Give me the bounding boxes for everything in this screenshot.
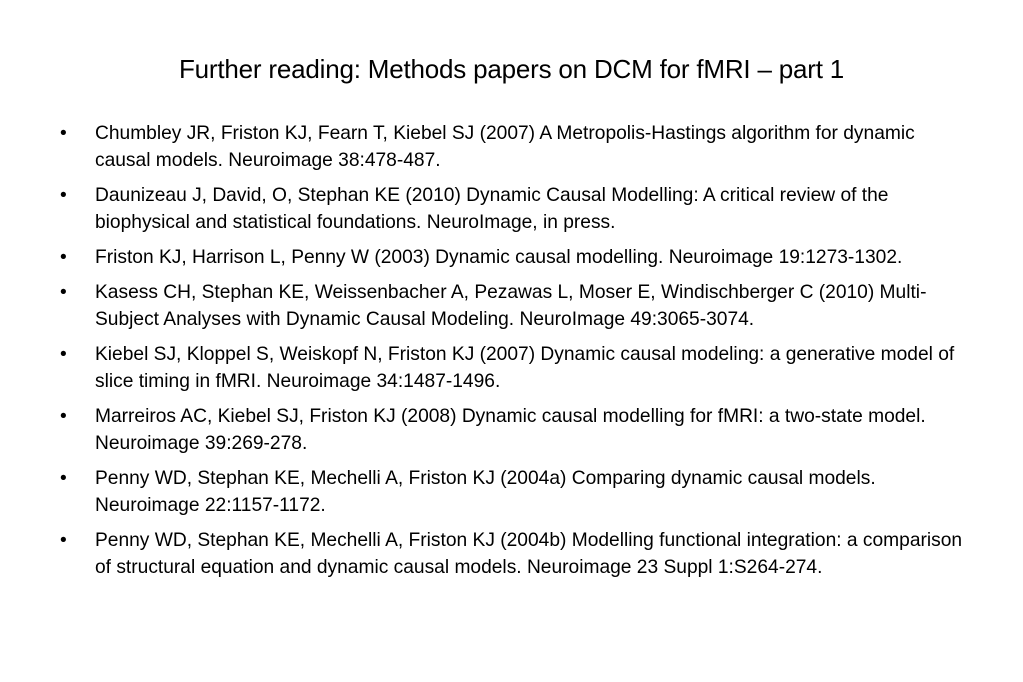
reference-item: [60, 527, 965, 581]
reference-text: Penny WD, Stephan KE, Mechelli A, Friston KJ (2004a) Comparing dynamic causal models. Neuroimage 22:1157-1172.: [95, 468, 876, 516]
reference-text: Penny WD, Stephan KE, Mechelli A, Friston KJ (2004b) Modelling functional integration: a comparison of structural equation and dynamic causal models. Neuroimage 23 Suppl 1:S264-274.: [95, 530, 963, 578]
reference-item: [60, 341, 965, 395]
bullet-icon: •: [60, 185, 67, 206]
bullet-icon: •: [60, 530, 67, 551]
reference-item: [60, 244, 965, 271]
bullet-icon: •: [60, 247, 67, 268]
bullet-icon: •: [60, 344, 67, 365]
reference-item: [60, 465, 965, 519]
reference-item: [60, 182, 965, 236]
bullet-icon: •: [60, 406, 67, 427]
bullet-icon: •: [60, 123, 67, 144]
reference-text: Daunizeau J, David, O, Stephan KE (2010) Dynamic Causal Modelling: A critical review of the biophysical and statistical foundations. NeuroImage, in press.: [95, 185, 889, 233]
bullet-icon: •: [60, 468, 67, 489]
reference-item: [60, 403, 965, 457]
reference-item: [60, 279, 965, 333]
reference-text: Kiebel SJ, Kloppel S, Weiskopf N, Friston KJ (2007) Dynamic causal modeling: a generative model of slice timing in fMRI. Neuroimage 34:1487-1496.: [95, 344, 955, 392]
reference-text: Marreiros AC, Kiebel SJ, Friston KJ (2008) Dynamic causal modelling for fMRI: a two-state model. Neuroimage 39:269-278.: [95, 406, 926, 454]
bullet-icon: •: [60, 282, 67, 303]
reference-text: Kasess CH, Stephan KE, Weissenbacher A, Pezawas L, Moser E, Windischberger C (2010) Multi-Subject Analyses with Dynamic Causal Modeling. NeuroImage 49:3065-3074.: [95, 282, 927, 330]
reference-list: [60, 120, 965, 589]
reference-item: [60, 120, 965, 174]
slide-title: Further reading: Methods papers on DCM for fMRI – part 1: [178, 54, 845, 84]
reference-text: Chumbley JR, Friston KJ, Fearn T, Kiebel SJ (2007) A Metropolis-Hastings algorithm for dynamic causal models. Neuroimage 38:478-487.: [95, 123, 915, 171]
reference-text: Friston KJ, Harrison L, Penny W (2003) Dynamic causal modelling. Neuroimage 19:1273-1302.: [95, 247, 903, 268]
